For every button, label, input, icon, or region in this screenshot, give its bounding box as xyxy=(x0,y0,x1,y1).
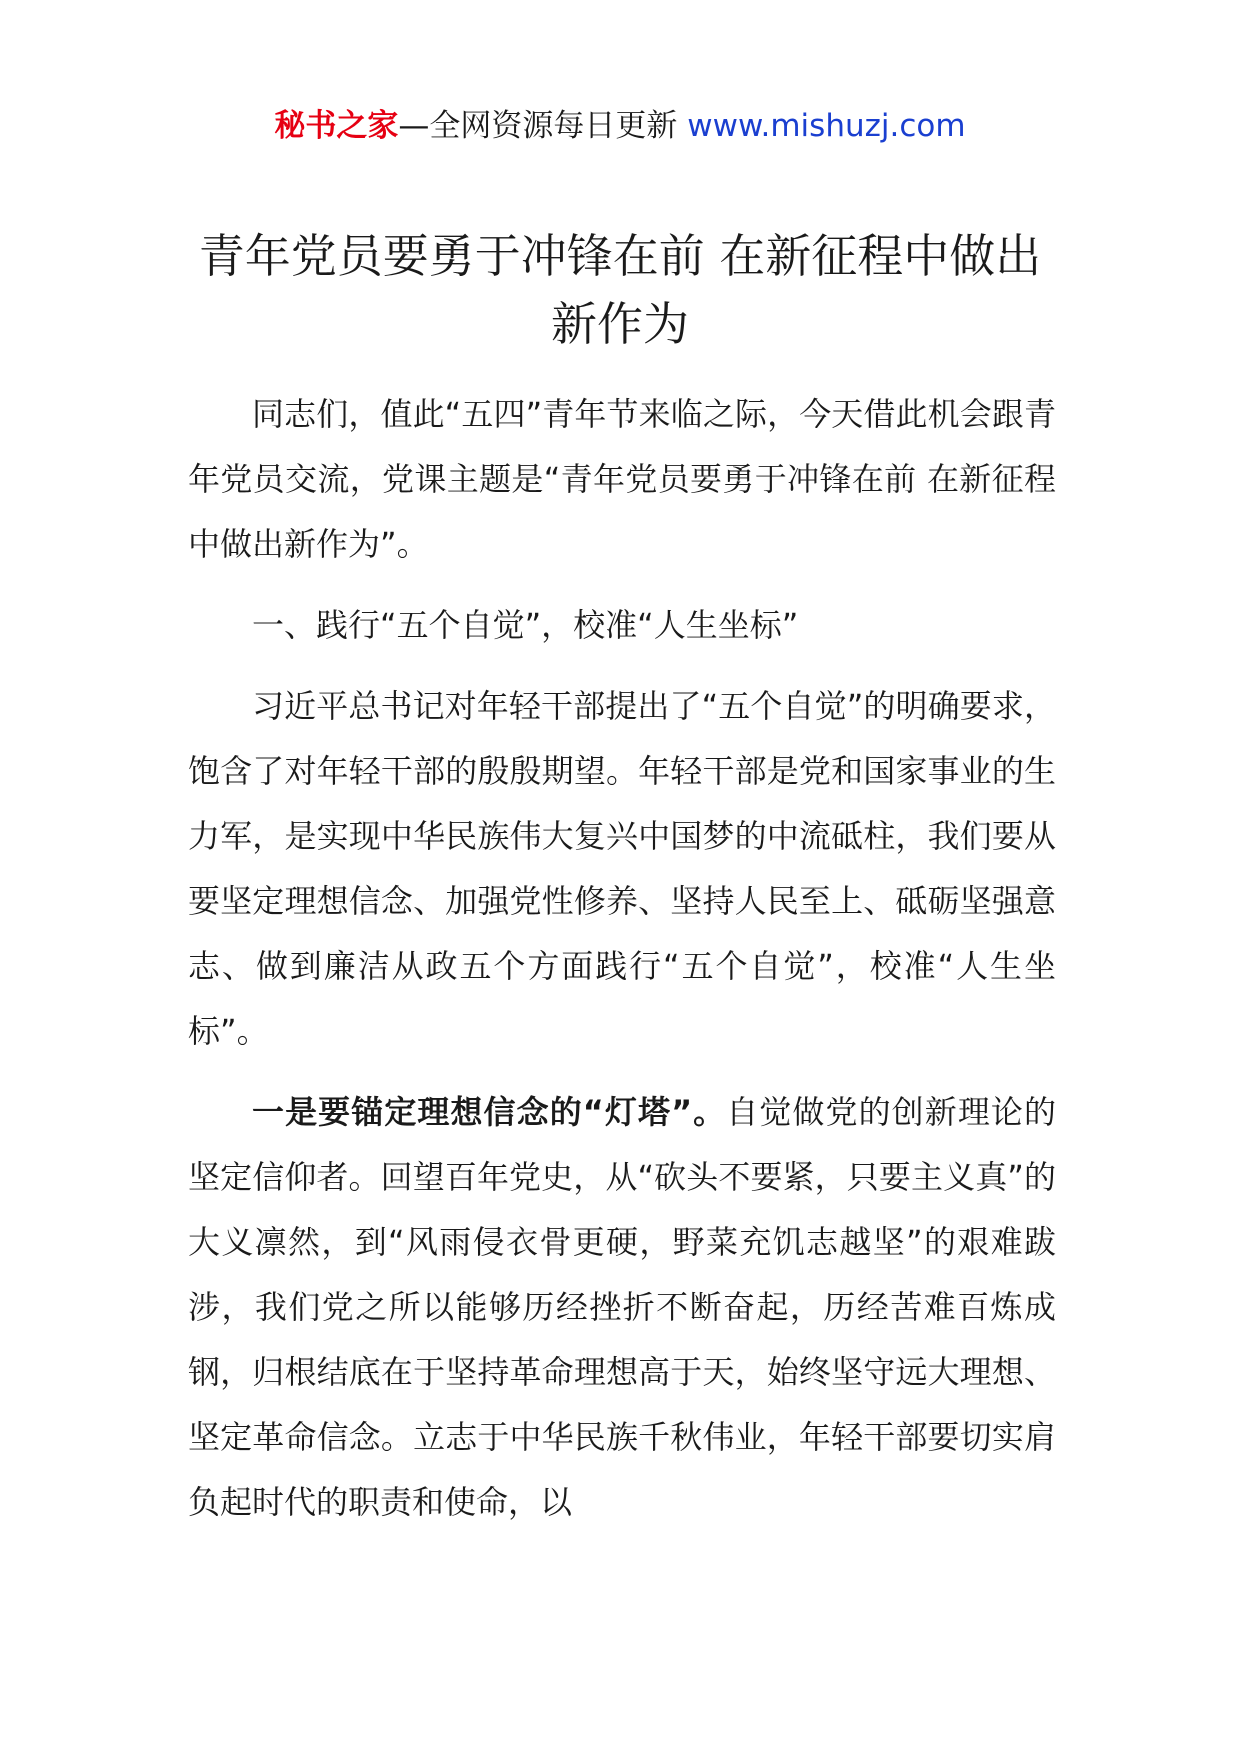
section-heading xyxy=(188,593,1056,658)
document-title: 青年党员要勇于冲锋在前 在新征程中做出新作为 xyxy=(198,229,1042,351)
body-paragraph xyxy=(188,674,1056,1064)
site-tagline: —全网资源每日更新 xyxy=(398,108,688,144)
site-brand: 秘书之家 xyxy=(274,108,399,144)
paragraph-lead: 一是要锚定理想信念的“灯塔”。 xyxy=(252,1093,727,1131)
document-body xyxy=(188,382,1056,1535)
body-paragraph-with-lead xyxy=(188,1080,1056,1535)
paragraph-text: 自觉做党的创新理论的坚定信仰者。回望百年党史，从“砍头不要紧，只要主义真”的大义凛然，到“风雨侵衣骨更硬，野菜充饥志越坚”的艰难跋涉，我们党之所以能够历经挫折不断奋起，历经苦难百炼成钢，归根结底在于坚持革命理想高于天，始终坚守远大理想、坚定革命信念。立志于中华民族千秋伟业，年轻干部要切实肩负起时代的职责和使命，以 xyxy=(188,1093,1056,1521)
opening-paragraph xyxy=(188,382,1056,577)
site-header xyxy=(0,104,1240,148)
paragraph-text: 习近平总书记对年轻干部提出了“五个自觉”的明确要求，饱含了对年轻干部的殷殷期望。年轻干部是党和国家事业的生力军，是实现中华民族伟大复兴中国梦的中流砥柱，我们要从要坚定理想信念、加强党性修养、坚持人民至上、砥砺坚强意志、做到廉洁从政五个方面践行“五个自觉”，校准“人生坐标”。 xyxy=(188,687,1056,1050)
site-url-link[interactable]: www.mishuzj.com xyxy=(687,108,966,144)
paragraph-text: 同志们，值此“五四”青年节来临之际，今天借此机会跟青年党员交流，党课主题是“青年党员要勇于冲锋在前 在新征程中做出新作为”。 xyxy=(188,395,1056,563)
section-heading-text: 一、践行“五个自觉”，校准“人生坐标” xyxy=(252,606,799,644)
